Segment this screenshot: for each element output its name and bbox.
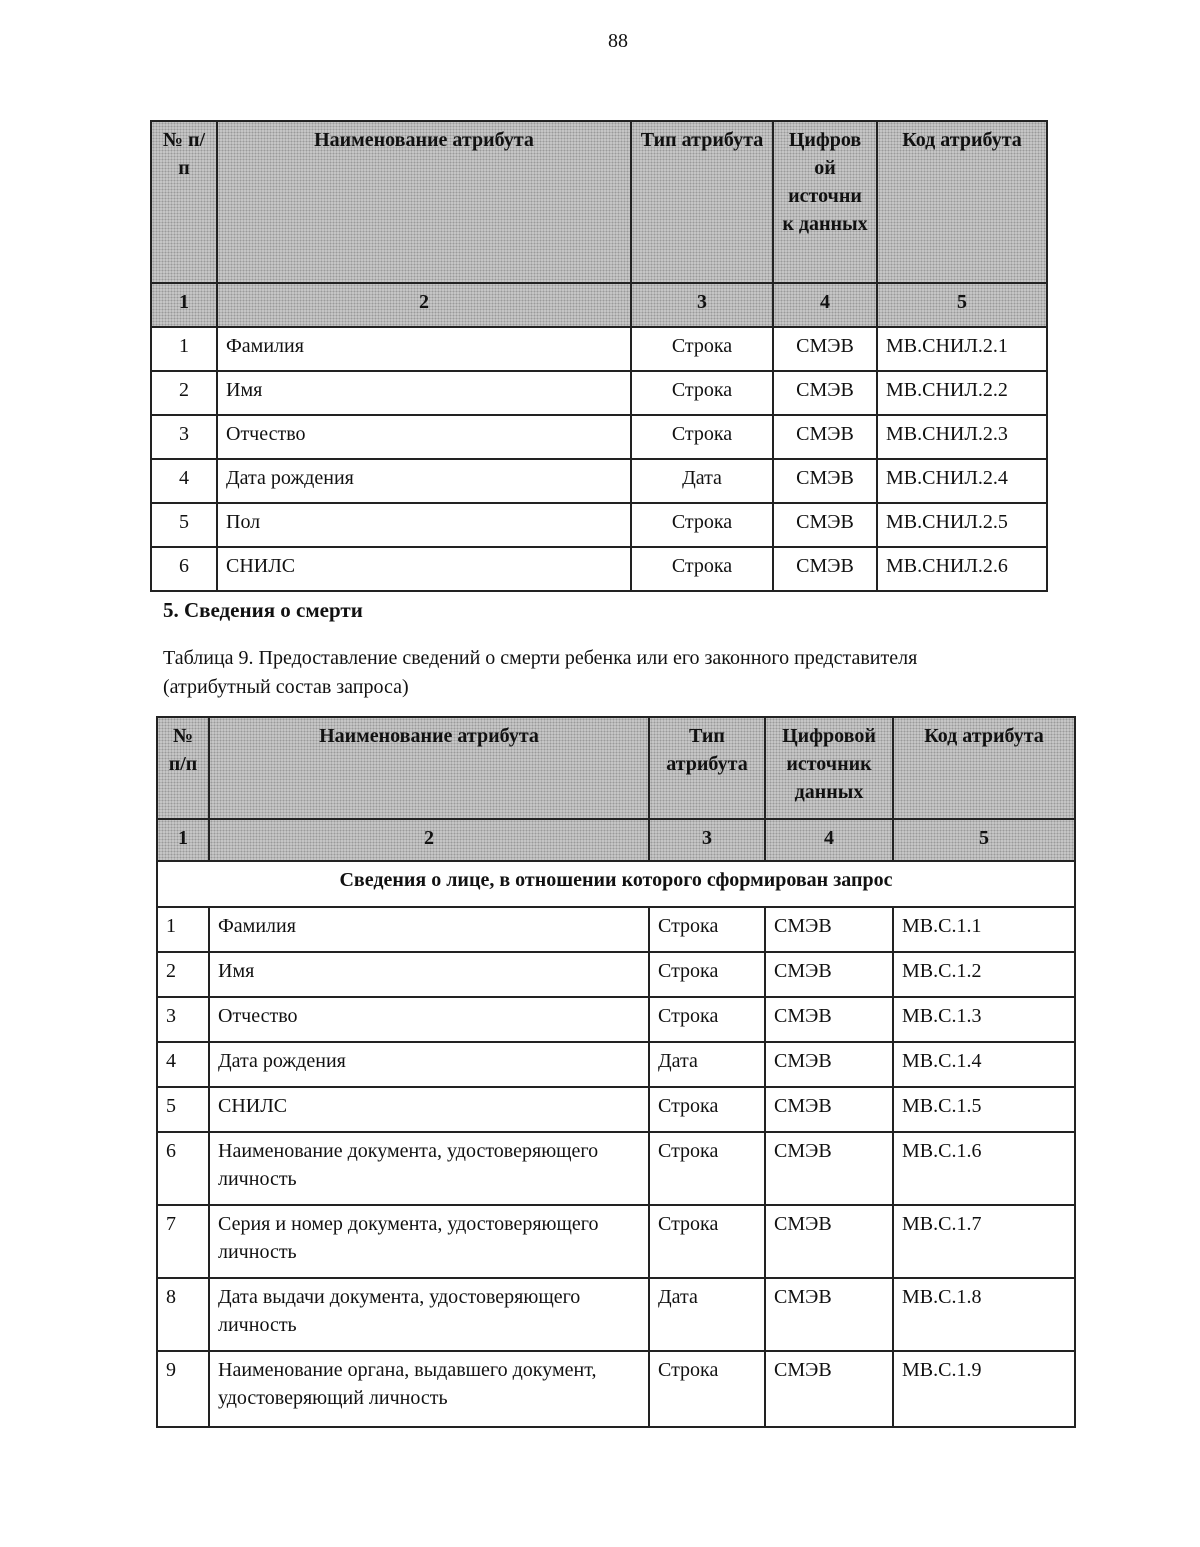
caption-line: Таблица 9. Предоставление сведений о смерти ребенка или его законного представителя <box>163 647 918 669</box>
cell-attribute-type: Строка <box>649 952 765 997</box>
cell-attribute-name: Отчество <box>217 415 631 459</box>
table-numbering-row <box>157 819 1075 861</box>
cell-data-source: СМЭВ <box>773 327 877 371</box>
header-data-source: Цифровой источник данных <box>765 717 893 819</box>
numbering-cell: 1 <box>157 819 209 861</box>
attributes-table-snils <box>150 120 1048 592</box>
table-row <box>157 1205 1075 1278</box>
numbering-cell: 2 <box>217 283 631 327</box>
table-row <box>157 952 1075 997</box>
cell-number: 8 <box>157 1278 209 1351</box>
cell-data-source: СМЭВ <box>765 1205 893 1278</box>
cell-attribute-code: МВ.С.1.8 <box>893 1278 1075 1351</box>
cell-attribute-code: МВ.СНИЛ.2.6 <box>877 547 1047 591</box>
cell-data-source: СМЭВ <box>773 371 877 415</box>
numbering-cell: 4 <box>765 819 893 861</box>
cell-attribute-type: Строка <box>649 997 765 1042</box>
cell-attribute-name: Дата рождения <box>217 459 631 503</box>
numbering-cell: 4 <box>773 283 877 327</box>
cell-attribute-type: Строка <box>649 1351 765 1427</box>
table-header-row <box>151 121 1047 283</box>
table-row <box>157 1087 1075 1132</box>
cell-attribute-type: Строка <box>631 503 773 547</box>
cell-attribute-name: Пол <box>217 503 631 547</box>
header-attribute-type: Тип атрибута <box>631 121 773 283</box>
header-attribute-code: Код атрибута <box>877 121 1047 283</box>
cell-number: 2 <box>151 371 217 415</box>
cell-attribute-code: МВ.С.1.2 <box>893 952 1075 997</box>
section-heading: 5. Сведения о смерти <box>163 598 363 622</box>
table-row <box>151 547 1047 591</box>
cell-attribute-name: Дата рождения <box>209 1042 649 1087</box>
table-row <box>157 997 1075 1042</box>
cell-attribute-type: Строка <box>649 1205 765 1278</box>
table-row <box>157 907 1075 952</box>
cell-attribute-name: Фамилия <box>209 907 649 952</box>
table-row <box>157 1042 1075 1087</box>
cell-number: 6 <box>151 547 217 591</box>
header-attribute-code: Код атрибута <box>893 717 1075 819</box>
cell-attribute-name: Имя <box>209 952 649 997</box>
cell-attribute-code: МВ.СНИЛ.2.1 <box>877 327 1047 371</box>
table-row <box>151 371 1047 415</box>
caption-line: (атрибутный состав запроса) <box>163 676 409 698</box>
cell-data-source: СМЭВ <box>765 1087 893 1132</box>
cell-attribute-code: МВ.С.1.6 <box>893 1132 1075 1205</box>
cell-data-source: СМЭВ <box>765 997 893 1042</box>
cell-attribute-type: Строка <box>631 371 773 415</box>
cell-attribute-code: МВ.СНИЛ.2.2 <box>877 371 1047 415</box>
cell-number: 3 <box>157 997 209 1042</box>
table-row <box>151 327 1047 371</box>
cell-data-source: СМЭВ <box>773 459 877 503</box>
cell-data-source: СМЭВ <box>773 415 877 459</box>
cell-data-source: СМЭВ <box>765 1278 893 1351</box>
table-header-row <box>157 717 1075 819</box>
cell-data-source: СМЭВ <box>773 503 877 547</box>
cell-attribute-name: СНИЛС <box>209 1087 649 1132</box>
cell-attribute-name: Наименование документа, удостоверяющего личность <box>209 1132 649 1205</box>
cell-number: 3 <box>151 415 217 459</box>
numbering-cell: 1 <box>151 283 217 327</box>
cell-attribute-name: Дата выдачи документа, удостоверяющего личность <box>209 1278 649 1351</box>
table-numbering-row <box>151 283 1047 327</box>
page-number: 88 <box>608 30 628 52</box>
cell-attribute-code: МВ.С.1.9 <box>893 1351 1075 1427</box>
cell-number: 9 <box>157 1351 209 1427</box>
cell-number: 5 <box>157 1087 209 1132</box>
cell-attribute-code: МВ.СНИЛ.2.4 <box>877 459 1047 503</box>
cell-number: 5 <box>151 503 217 547</box>
cell-attribute-type: Дата <box>649 1042 765 1087</box>
cell-attribute-name: Отчество <box>209 997 649 1042</box>
cell-attribute-type: Строка <box>631 327 773 371</box>
cell-attribute-code: МВ.С.1.4 <box>893 1042 1075 1087</box>
table-row <box>157 1278 1075 1351</box>
cell-attribute-type: Дата <box>631 459 773 503</box>
cell-data-source: СМЭВ <box>765 1042 893 1087</box>
cell-data-source: СМЭВ <box>765 1351 893 1427</box>
cell-attribute-code: МВ.С.1.7 <box>893 1205 1075 1278</box>
attributes-table-death <box>156 716 1076 1428</box>
table-row <box>151 459 1047 503</box>
cell-attribute-name: Серия и номер документа, удостоверяющего личность <box>209 1205 649 1278</box>
cell-attribute-type: Строка <box>649 1132 765 1205</box>
cell-number: 4 <box>157 1042 209 1087</box>
header-data-source: Цифров ой источни к данных <box>773 121 877 283</box>
cell-number: 2 <box>157 952 209 997</box>
numbering-cell: 2 <box>209 819 649 861</box>
cell-attribute-type: Дата <box>649 1278 765 1351</box>
cell-attribute-name: Имя <box>217 371 631 415</box>
table-row <box>157 1132 1075 1205</box>
section-title: Сведения о лице, в отношении которого сформирован запрос <box>157 861 1075 907</box>
cell-attribute-type: Строка <box>631 547 773 591</box>
cell-attribute-type: Строка <box>649 1087 765 1132</box>
header-number: № п/п <box>157 717 209 819</box>
cell-number: 6 <box>157 1132 209 1205</box>
cell-attribute-code: МВ.С.1.5 <box>893 1087 1075 1132</box>
cell-data-source: СМЭВ <box>765 1132 893 1205</box>
table-row <box>157 1351 1075 1427</box>
table-row <box>151 503 1047 547</box>
cell-attribute-type: Строка <box>649 907 765 952</box>
cell-attribute-code: МВ.С.1.1 <box>893 907 1075 952</box>
cell-attribute-code: МВ.СНИЛ.2.3 <box>877 415 1047 459</box>
cell-attribute-name: Фамилия <box>217 327 631 371</box>
cell-attribute-code: МВ.СНИЛ.2.5 <box>877 503 1047 547</box>
cell-number: 1 <box>151 327 217 371</box>
cell-number: 1 <box>157 907 209 952</box>
cell-data-source: СМЭВ <box>765 952 893 997</box>
header-attribute-type: Тип атрибута <box>649 717 765 819</box>
cell-number: 7 <box>157 1205 209 1278</box>
table-caption <box>163 644 1043 702</box>
cell-data-source: СМЭВ <box>765 907 893 952</box>
cell-attribute-code: МВ.С.1.3 <box>893 997 1075 1042</box>
cell-attribute-type: Строка <box>631 415 773 459</box>
cell-attribute-name: СНИЛС <box>217 547 631 591</box>
table-section-row <box>157 861 1075 907</box>
header-attribute-name: Наименование атрибута <box>209 717 649 819</box>
numbering-cell: 5 <box>893 819 1075 861</box>
numbering-cell: 3 <box>631 283 773 327</box>
header-number: № п/п <box>151 121 217 283</box>
cell-data-source: СМЭВ <box>773 547 877 591</box>
numbering-cell: 3 <box>649 819 765 861</box>
table-row <box>151 415 1047 459</box>
numbering-cell: 5 <box>877 283 1047 327</box>
header-attribute-name: Наименование атрибута <box>217 121 631 283</box>
cell-attribute-name: Наименование органа, выдавшего документ, удостоверяющий личность <box>209 1351 649 1427</box>
cell-number: 4 <box>151 459 217 503</box>
